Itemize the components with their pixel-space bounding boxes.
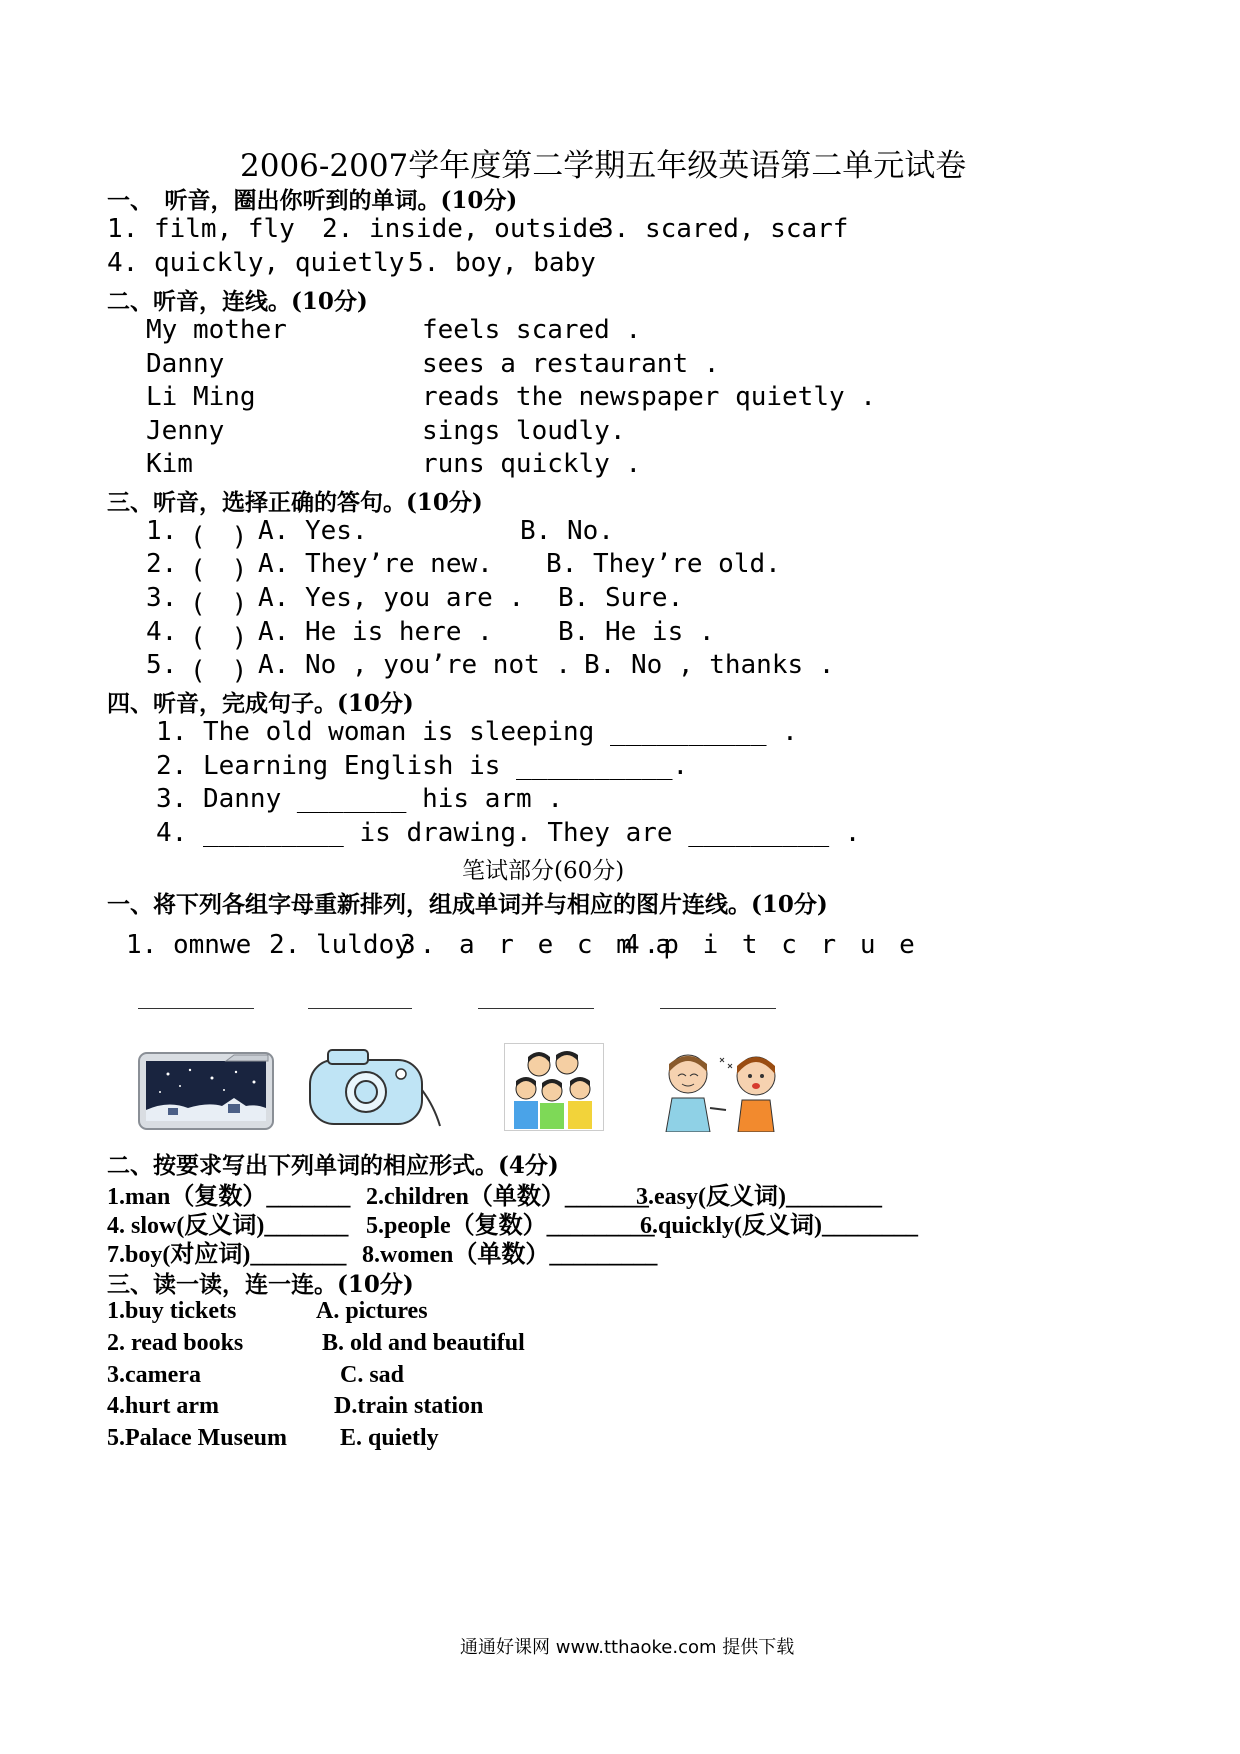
- written-section-1-heading: 一、将下列各组字母重新排列，组成单词并与相应的图片连线。(10分): [107, 891, 828, 918]
- word-form-item[interactable]: 7.boy(对应词)________: [107, 1242, 347, 1268]
- fill-blank-sentence[interactable]: 3. Danny _______ his arm .: [156, 784, 563, 814]
- answer-blank-line[interactable]: [308, 1008, 412, 1009]
- option-a: A. He is here .: [258, 617, 493, 647]
- scrambled-word: 2. luldoy: [269, 930, 410, 960]
- match-left-item: Li Ming: [146, 382, 256, 412]
- option-a: A. Yes, you are .: [258, 583, 525, 613]
- match-left-item: 2. read books: [107, 1330, 244, 1356]
- option-b: B. No , thanks .: [584, 650, 835, 680]
- listening-section-1-heading: 一、 听音，圈出你听到的单词。(10分): [107, 187, 518, 214]
- word-form-item[interactable]: 1.man（复数）_______: [107, 1184, 351, 1210]
- word-pair-item: 2. inside, outside: [322, 214, 604, 244]
- download-footer: 通通好课网 www.tthaoke.com 提供下载: [460, 1637, 795, 1658]
- match-left-item: Danny: [146, 349, 225, 379]
- match-right-item: C. sad: [340, 1362, 405, 1388]
- word-form-item[interactable]: 5.people（复数）_________: [366, 1213, 655, 1239]
- match-right-item: E. quietly: [340, 1425, 439, 1451]
- option-b: B. They’re old.: [546, 549, 781, 579]
- option-a: A. They’re new.: [258, 549, 493, 579]
- word-form-item[interactable]: 8.women（单数）_________: [362, 1242, 658, 1268]
- written-part-heading: 笔试部分(60分): [462, 858, 625, 884]
- word-pair-item: 5. boy, baby: [408, 248, 596, 278]
- scrambled-word: 4.p i t c r u e: [624, 930, 919, 960]
- listening-section-2-heading: 二、听音，连线。(10分): [107, 288, 368, 315]
- match-right-item: sees a restaurant .: [422, 349, 720, 379]
- written-section-3-heading: 三、读一读，连一连。(10分): [107, 1271, 414, 1298]
- two-girls-talking-picture: [660, 1050, 782, 1132]
- answer-paren[interactable]: ( ): [190, 589, 248, 619]
- word-form-item[interactable]: 2.children（单数）_______: [366, 1184, 649, 1210]
- match-left-item: Kim: [146, 449, 193, 479]
- listening-section-3-heading: 三、听音，选择正确的答句。(10分): [107, 489, 483, 516]
- question-number: 4.: [146, 617, 178, 647]
- scrambled-word: 3. a r e c m a: [400, 930, 676, 960]
- listening-section-4-heading: 四、听音，完成句子。(10分): [107, 690, 414, 717]
- question-number: 5.: [146, 650, 178, 680]
- question-number: 3.: [146, 583, 178, 613]
- word-pair-item: 4. quickly, quietly: [107, 248, 405, 278]
- page-title: 2006-2007学年度第二学期五年级英语第二单元试卷: [240, 148, 967, 184]
- night-landscape-picture: [138, 1052, 274, 1130]
- match-right-item: reads the newspaper quietly .: [422, 382, 876, 412]
- question-number: 1.: [146, 516, 178, 546]
- written-section-2-heading: 二、按要求写出下列单词的相应形式。(4分): [107, 1152, 559, 1179]
- word-form-item[interactable]: 3.easy(反义词)________: [636, 1184, 882, 1210]
- camera-picture: [306, 1046, 446, 1130]
- match-right-item: D.train station: [334, 1393, 484, 1419]
- question-number: 2.: [146, 549, 178, 579]
- word-form-item[interactable]: 6.quickly(反义词)________: [640, 1213, 919, 1239]
- fill-blank-sentence[interactable]: 2. Learning English is __________.: [156, 751, 689, 781]
- answer-blank-line[interactable]: [138, 1008, 254, 1009]
- word-form-item[interactable]: 4. slow(反义词)_______: [107, 1213, 349, 1239]
- option-a: A. No , you’re not .: [258, 650, 572, 680]
- option-b: B. Sure.: [558, 583, 684, 613]
- match-right-item: B. old and beautiful: [322, 1330, 525, 1356]
- family-picture: [504, 1043, 604, 1131]
- match-right-item: runs quickly .: [422, 449, 642, 479]
- word-pair-item: 3. scared, scarf: [598, 214, 849, 244]
- option-a: A. Yes.: [258, 516, 368, 546]
- answer-blank-line[interactable]: [660, 1008, 776, 1009]
- match-left-item: 5.Palace Museum: [107, 1425, 287, 1451]
- match-right-item: sings loudly.: [422, 416, 626, 446]
- match-right-item: A. pictures: [316, 1298, 428, 1324]
- scrambled-word: 1. omnwe: [126, 930, 252, 960]
- match-left-item: 3.camera: [107, 1362, 201, 1388]
- answer-paren[interactable]: ( ): [190, 555, 248, 585]
- match-left-item: 4.hurt arm: [107, 1393, 219, 1419]
- answer-paren[interactable]: ( ): [190, 656, 248, 686]
- fill-blank-sentence[interactable]: 4. _________ is drawing. They are _________ .: [156, 818, 861, 848]
- answer-paren[interactable]: ( ): [190, 522, 248, 552]
- match-left-item: 1.buy tickets: [107, 1298, 237, 1324]
- word-pair-item: 1. film, fly: [107, 214, 295, 244]
- match-left-item: Jenny: [146, 416, 225, 446]
- answer-blank-line[interactable]: [478, 1008, 594, 1009]
- option-b: B. He is .: [558, 617, 715, 647]
- fill-blank-sentence[interactable]: 1. The old woman is sleeping __________ .: [156, 717, 798, 747]
- option-b: B. No.: [520, 516, 614, 546]
- match-left-item: My mother: [146, 315, 287, 345]
- match-right-item: feels scared .: [422, 315, 642, 345]
- answer-paren[interactable]: ( ): [190, 623, 248, 653]
